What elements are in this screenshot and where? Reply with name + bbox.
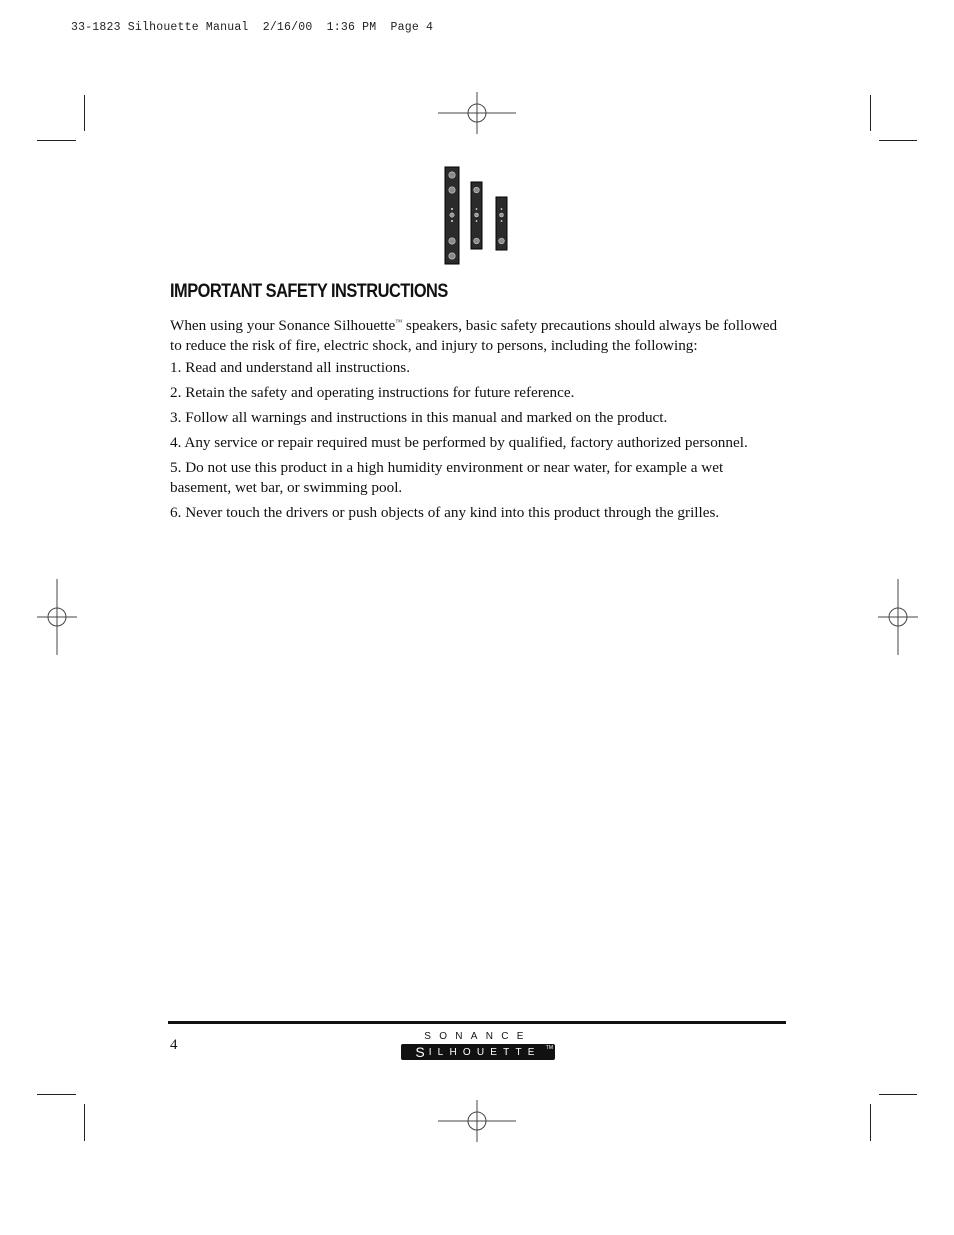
list-item: 1. Read and understand all instructions. — [170, 359, 410, 376]
slug-line: 33-1823 Silhouette Manual 2/16/00 1:36 PM Page 4 — [71, 21, 434, 34]
crop-mark — [870, 95, 871, 131]
registration-mark-icon — [37, 579, 77, 655]
intro-paragraph — [170, 312, 788, 356]
speaker-column-small — [496, 197, 507, 250]
intro-text-start: When using your Sonance Silhouette — [170, 317, 396, 334]
crop-mark — [84, 95, 85, 131]
list-item: 3. Follow all warnings and instructions in this manual and marked on the product. — [170, 409, 668, 426]
trademark-symbol: ™ — [395, 318, 403, 326]
registration-mark-icon — [438, 92, 516, 134]
intro-text-end: speakers, basic safety precautions should always be followed to reduce the risk of fire, electric shock, and injury to persons, including the following: — [170, 317, 778, 354]
list-item: 5. Do not use this product in a high humidity environment or near water, for example a wet basement, wet bar, or swimming pool. — [170, 459, 724, 496]
brand-logo-initial: S — [415, 1044, 429, 1060]
safety-instruction-list — [170, 358, 788, 528]
crop-mark — [870, 1104, 871, 1141]
speaker-columns-illustration — [444, 166, 510, 266]
brand-logo-top: SONANCE — [424, 1031, 532, 1042]
brand-logo-text: ILHOUETTE — [428, 1046, 541, 1058]
brand-trademark: TM — [545, 1045, 553, 1051]
page-title: IMPORTANT SAFETY INSTRUCTIONS — [170, 280, 448, 302]
page-number: 4 — [170, 1037, 178, 1053]
brand-logo — [401, 1044, 555, 1060]
list-item: 6. Never touch the drivers or push objects of any kind into this product through the grilles. — [170, 504, 720, 521]
crop-mark — [37, 140, 76, 141]
list-item: 2. Retain the safety and operating instructions for future reference. — [170, 384, 575, 401]
crop-mark — [879, 1094, 917, 1095]
speaker-column-medium — [471, 182, 482, 249]
list-item: 4. Any service or repair required must be performed by qualified, factory authorized personnel. — [170, 434, 748, 451]
speaker-column-large — [445, 167, 459, 264]
crop-mark — [37, 1094, 76, 1095]
registration-mark-icon — [878, 579, 918, 655]
registration-mark-icon — [438, 1100, 516, 1142]
crop-mark — [84, 1104, 85, 1141]
crop-mark — [879, 140, 917, 141]
footer-rule — [168, 1021, 786, 1024]
